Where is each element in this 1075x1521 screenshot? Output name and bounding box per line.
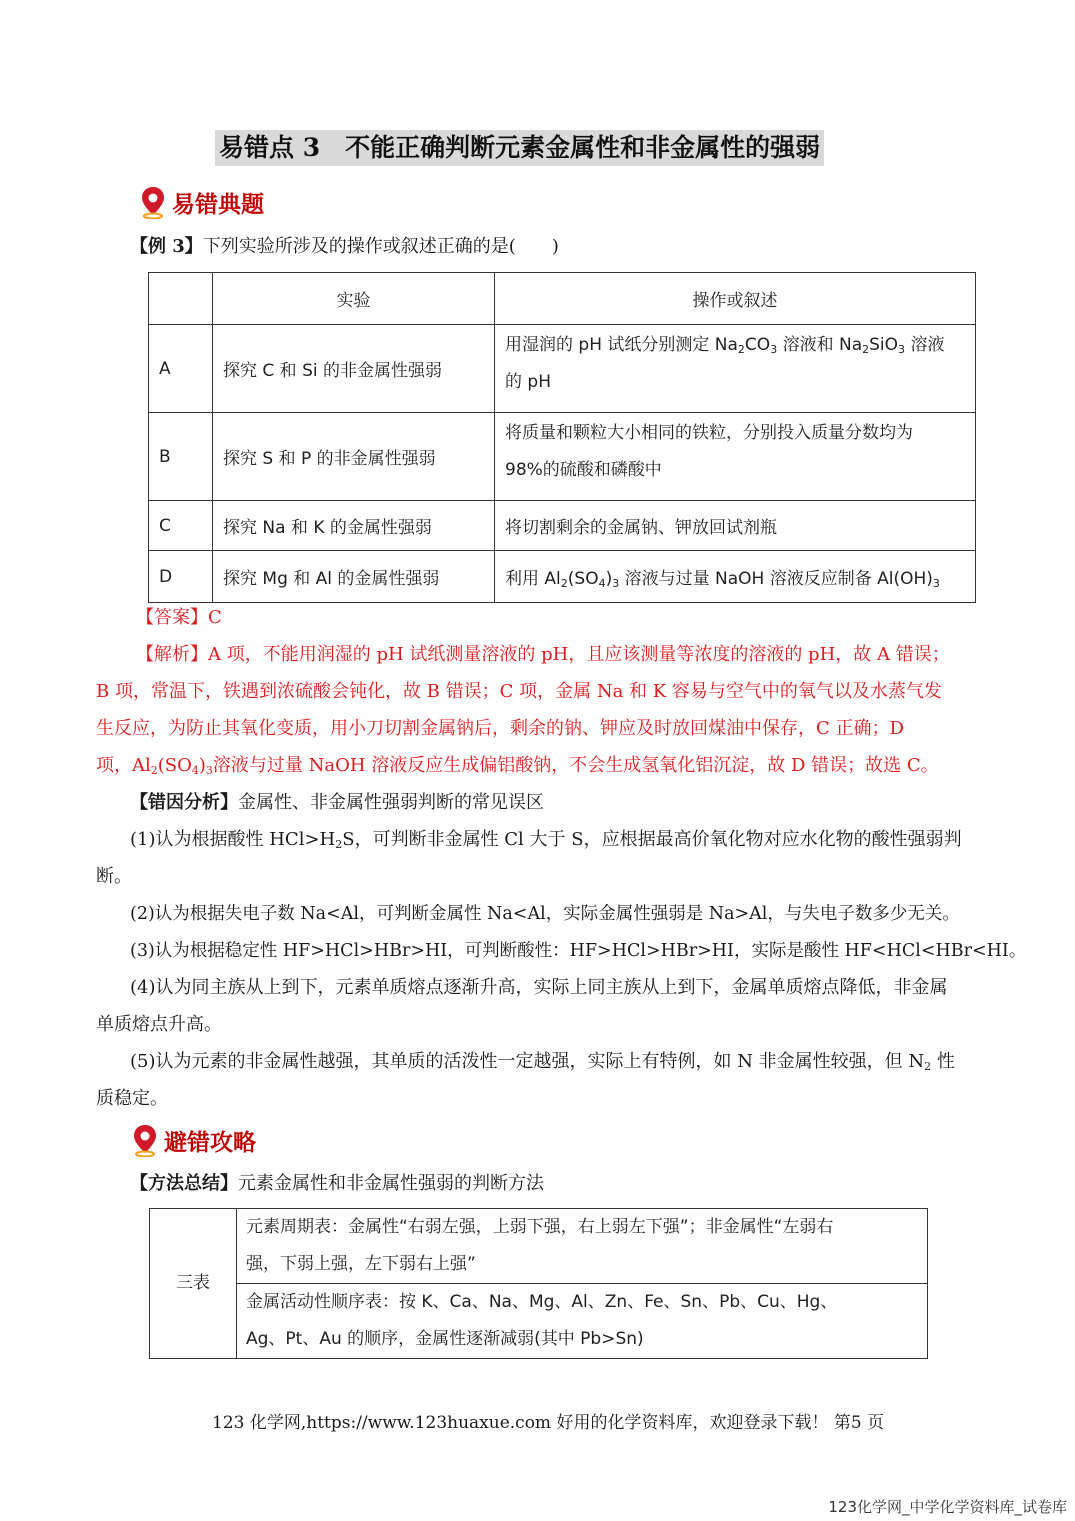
analysis-line: 项，$Al_2(SO_4)_3$溶液与过量 NaOH 溶液反应生成偏铝酸钠，不会生成氢氧化铝沉淀，故 D 错误；故选 C。 xyxy=(96,755,939,777)
row-experiment: 探究 C 和 Si 的非金属性强弱 xyxy=(213,325,495,413)
analysis-line: 生反应，为防止其氧化变质，用小刀切割金属钠后，剩余的钠、钾应及时放回煤油中保存，C 正确；D xyxy=(96,718,904,739)
header-cell-empty xyxy=(149,273,213,325)
watermark: 123化学网_中学化学资料库_试卷库 xyxy=(828,1498,1067,1516)
page-footer: 123 化学网,https://www.123huaxue.com 好用的化学资料库，欢迎登录下载！ 第5 页 xyxy=(212,1413,885,1433)
answer-tag: 【答案】 xyxy=(136,607,208,628)
row-operation: 将切割剩余的金属钠、钾放回试剂瓶 xyxy=(495,501,976,551)
question-text: 下列实验所涉及的操作或叙述正确的是( ) xyxy=(202,236,559,257)
misconception-1-cont: 断。 xyxy=(96,866,132,887)
table-row xyxy=(149,413,976,501)
answer xyxy=(136,606,222,630)
header-cell-experiment: 实验 xyxy=(213,273,495,325)
method-table xyxy=(149,1208,928,1359)
row-operation: 将质量和颗粒大小相同的铁粒，分别投入质量分数均为 98%的硫酸和磷酸中 xyxy=(495,413,976,501)
experiment-table xyxy=(148,272,976,603)
misconception-3: (3)认为根据稳定性 HF>HCl>HBr>HI，可判断酸性：HF>HCl>HBr>HI，实际是酸性 HF<HCl<HBr<HI。 xyxy=(130,941,1027,961)
table-row xyxy=(149,325,976,413)
header-cell-operation: 操作或叙述 xyxy=(495,273,976,325)
analysis-tag: 【解析】 xyxy=(136,644,208,665)
answer-value: C xyxy=(208,607,222,628)
table-header-row xyxy=(149,273,976,325)
misconception-4-cont: 单质熔点升高。 xyxy=(96,1014,222,1035)
page-title: 易错点 3 不能正确判断元素金属性和非金属性的强弱 xyxy=(215,130,824,166)
row-label: C xyxy=(149,501,213,551)
section-heading-text: 易错典题 xyxy=(172,191,264,218)
row-operation: 用湿润的 pH 试纸分别测定 $Na_2CO_3$ 溶液和 $Na_2SiO_3$ 溶液 的 pH xyxy=(495,325,976,413)
row-operation: 利用 $Al_2(SO_4)_3$ 溶液与过量 NaOH 溶液反应制备 $Al(OH)_3$ xyxy=(495,551,976,603)
method-row-periodic-table: 元素周期表：金属性“右弱左强，上弱下强，右上弱左下强”；非金属性“左弱右 强，下弱上强，左下弱右上强” xyxy=(237,1209,928,1284)
misconception-5-cont: 质稳定。 xyxy=(96,1088,168,1109)
row-experiment: 探究 S 和 P 的非金属性强弱 xyxy=(213,413,495,501)
misconception-1: (1)认为根据酸性 $HCl>H_2S$，可判断非金属性 Cl 大于 S，应根据最高价氧化物对应水化物的酸性强弱判 xyxy=(130,829,962,851)
example-question xyxy=(130,235,559,259)
row-label: D xyxy=(149,551,213,603)
location-pin-icon xyxy=(130,1123,160,1157)
analysis-line: B 项，常温下，铁遇到浓硫酸会钝化，故 B 错误；C 项，金属 Na 和 K 容易与空气中的氧气以及水蒸气发 xyxy=(96,681,942,702)
row-label: B xyxy=(149,413,213,501)
table-row xyxy=(149,551,976,603)
table-row xyxy=(149,501,976,551)
example-tag: 【例 3】 xyxy=(130,236,203,257)
row-experiment: 探究 Mg 和 Al 的金属性强弱 xyxy=(213,551,495,603)
section-heading-typical-errors xyxy=(138,184,264,220)
misconception-4: (4)认为同主族从上到下，元素单质熔点逐渐升高，实际上同主族从上到下，金属单质熔点降低，非金属 xyxy=(130,977,948,998)
misconception-5: (5)认为元素的非金属性越强，其单质的活泼性一定越强，实际上有特例，如 N 非金属性较强，但 $N_2$ 性 xyxy=(130,1051,955,1073)
section-heading-avoid-errors xyxy=(130,1122,256,1158)
method-tag: 【方法总结】 xyxy=(130,1173,238,1194)
location-pin-icon xyxy=(138,185,168,219)
method-heading: 【方法总结】元素金属性和非金属性强弱的判断方法 xyxy=(130,1173,544,1194)
row-experiment: 探究 Na 和 K 的金属性强弱 xyxy=(213,501,495,551)
error-analysis-tag: 【错因分析】 xyxy=(130,792,238,813)
error-analysis-heading: 【错因分析】金属性、非金属性强弱判断的常见误区 xyxy=(130,792,544,813)
row-label: A xyxy=(149,325,213,413)
method-row-activity-series: 金属活动性顺序表：按 K、Ca、Na、Mg、Al、Zn、Fe、Sn、Pb、Cu、Hg、 Ag、Pt、Au 的顺序，金属性逐渐减弱(其中 Pb>Sn) xyxy=(237,1284,928,1359)
misconception-2: (2)认为根据失电子数 Na<Al，可判断金属性 Na<Al，实际金属性强弱是 Na>Al，与失电子数多少无关。 xyxy=(130,904,960,924)
analysis-line: 【解析】A 项，不能用润湿的 pH 试纸测量溶液的 pH，且应该测量等浓度的溶液的 pH，故 A 错误； xyxy=(136,644,950,665)
section-heading-text: 避错攻略 xyxy=(164,1129,256,1156)
method-label: 三表 xyxy=(150,1209,237,1359)
table-row xyxy=(150,1209,928,1284)
table-row xyxy=(150,1284,928,1359)
